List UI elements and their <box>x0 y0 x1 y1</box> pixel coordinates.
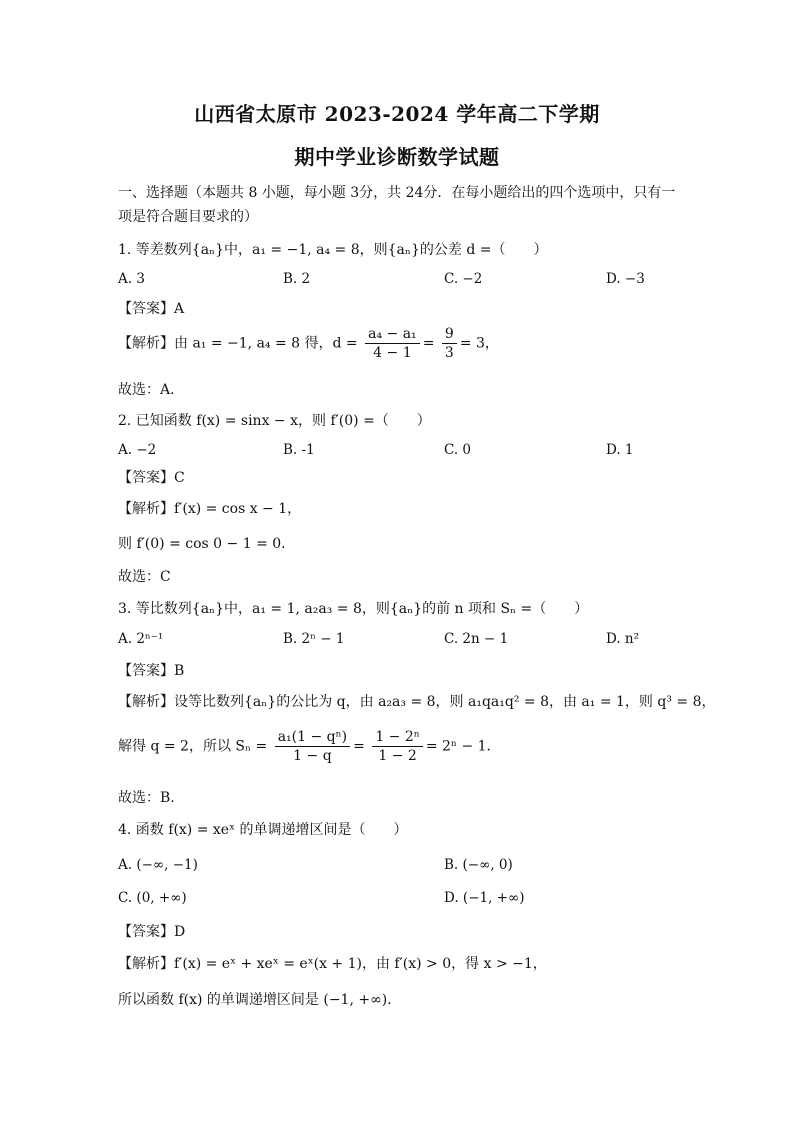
q3-frac2-numerator: 1 − 2ⁿ <box>372 728 423 747</box>
q2-option-c: C. 0 <box>444 442 472 458</box>
page-title-line1: 山西省太原市 2023-2024 学年高二下学期 <box>194 102 600 126</box>
q3-frac2-denominator: 1 − 2 <box>378 748 417 764</box>
q1-answer: 【答案】A <box>118 301 185 317</box>
q1-option-b: B. 2 <box>283 271 311 287</box>
q3-conclusion: 故选：B. <box>118 790 175 806</box>
q3-analysis <box>118 691 716 711</box>
q2-option-a: A. −2 <box>118 442 157 458</box>
section-heading-line1: 一、选择题（本题共 8 小题，每小题 3分，共 24分．在每小题给出的四个选项中，只有一 <box>118 185 676 201</box>
q3-frac1-numerator: a₁(1 − qⁿ) <box>275 728 350 747</box>
q1-eq1: = <box>422 335 435 352</box>
q4-analysis-text: f′(x) = eˣ + xeˣ = eˣ(x + 1)，由 f′(x) > 0，得 x > −1， <box>174 956 547 972</box>
section-heading-line2: 项是符合题目要求的） <box>118 209 258 225</box>
q1-stem: 1. 等差数列{aₙ}中，a₁ = −1, a₄ = 8，则{aₙ}的公差 d =（ ） <box>118 242 548 258</box>
page-title-line2: 期中学业诊断数学试题 <box>294 145 500 169</box>
q2-option-d: D. 1 <box>606 442 634 458</box>
q3-line2-post: = 2ⁿ − 1． <box>425 738 501 755</box>
q4-stem: 4. 函数 f(x) = xeˣ 的单调递增区间是（ ） <box>118 822 408 838</box>
q3-option-c: C. 2n − 1 <box>444 631 509 647</box>
q4-analysis <box>118 953 547 973</box>
q2-analysis-line2: 则 f′(0) = cos 0 − 1 = 0． <box>118 536 296 552</box>
q2-analysis-label: 【解析】 <box>118 501 174 517</box>
q3-line2-pre: 解得 q = 2，所以 Sₙ = <box>118 738 268 755</box>
q2-analysis-text: f′(x) = cos x − 1， <box>174 501 302 517</box>
q1-analysis-pre: 由 a₁ = −1, a₄ = 8 得，d = <box>174 335 358 352</box>
q3-analysis-line2 <box>118 728 501 765</box>
q1-frac1-denominator: 4 − 1 <box>373 345 412 361</box>
q1-analysis-label: 【解析】 <box>118 335 174 352</box>
q3-option-a: A. 2ⁿ⁻¹ <box>118 631 164 647</box>
q1-fraction-2 <box>442 325 457 362</box>
q3-option-b: B. 2ⁿ − 1 <box>283 631 345 647</box>
q1-conclusion: 故选：A． <box>118 382 185 398</box>
q1-frac2-denominator: 3 <box>444 345 454 361</box>
q1-fraction-1 <box>365 325 420 362</box>
q2-answer: 【答案】C <box>118 470 185 486</box>
q1-frac2-numerator: 9 <box>442 325 457 344</box>
q1-frac1-numerator: a₄ − a₁ <box>365 325 420 344</box>
q4-answer: 【答案】D <box>118 924 186 940</box>
q4-option-c: C. (0, +∞) <box>118 890 187 906</box>
q2-stem: 2. 已知函数 f(x) = sinx − x，则 f′(0) =（ ） <box>118 413 431 429</box>
q4-analysis-line2: 所以函数 f(x) 的单调递增区间是 (−1, +∞)． <box>118 992 402 1008</box>
q3-stem: 3. 等比数列{aₙ}中，a₁ = 1, a₂a₃ = 8，则{aₙ}的前 n 项和 Sₙ =（ ） <box>118 601 589 617</box>
q1-analysis-post: = 3， <box>459 335 499 352</box>
q4-option-a: A. (−∞, −1) <box>118 857 198 873</box>
q1-option-d: D. −3 <box>606 271 645 287</box>
q3-fraction-2 <box>372 728 423 765</box>
q1-analysis <box>118 325 499 362</box>
q4-analysis-label: 【解析】 <box>118 956 174 972</box>
q3-option-d: D. n² <box>606 631 640 647</box>
q2-conclusion: 故选：C <box>118 569 171 585</box>
q2-analysis <box>118 498 301 518</box>
q3-fraction-1 <box>275 728 350 765</box>
q3-analysis-label: 【解析】 <box>118 694 174 710</box>
q3-analysis-text: 设等比数列{aₙ}的公比为 q，由 a₂a₃ = 8，则 a₁qa₁q² = 8，由 a₁ = 1，则 q³ = 8， <box>174 694 716 710</box>
q3-eq1: = <box>353 738 365 755</box>
q1-option-a: A. 3 <box>118 271 145 287</box>
q3-frac1-denominator: 1 − q <box>293 748 332 764</box>
q2-option-b: B. -1 <box>283 442 315 458</box>
q4-option-d: D. (−1, +∞) <box>444 890 525 906</box>
q3-answer: 【答案】B <box>118 663 185 679</box>
q4-option-b: B. (−∞, 0) <box>444 857 513 873</box>
q1-option-c: C. −2 <box>444 271 483 287</box>
